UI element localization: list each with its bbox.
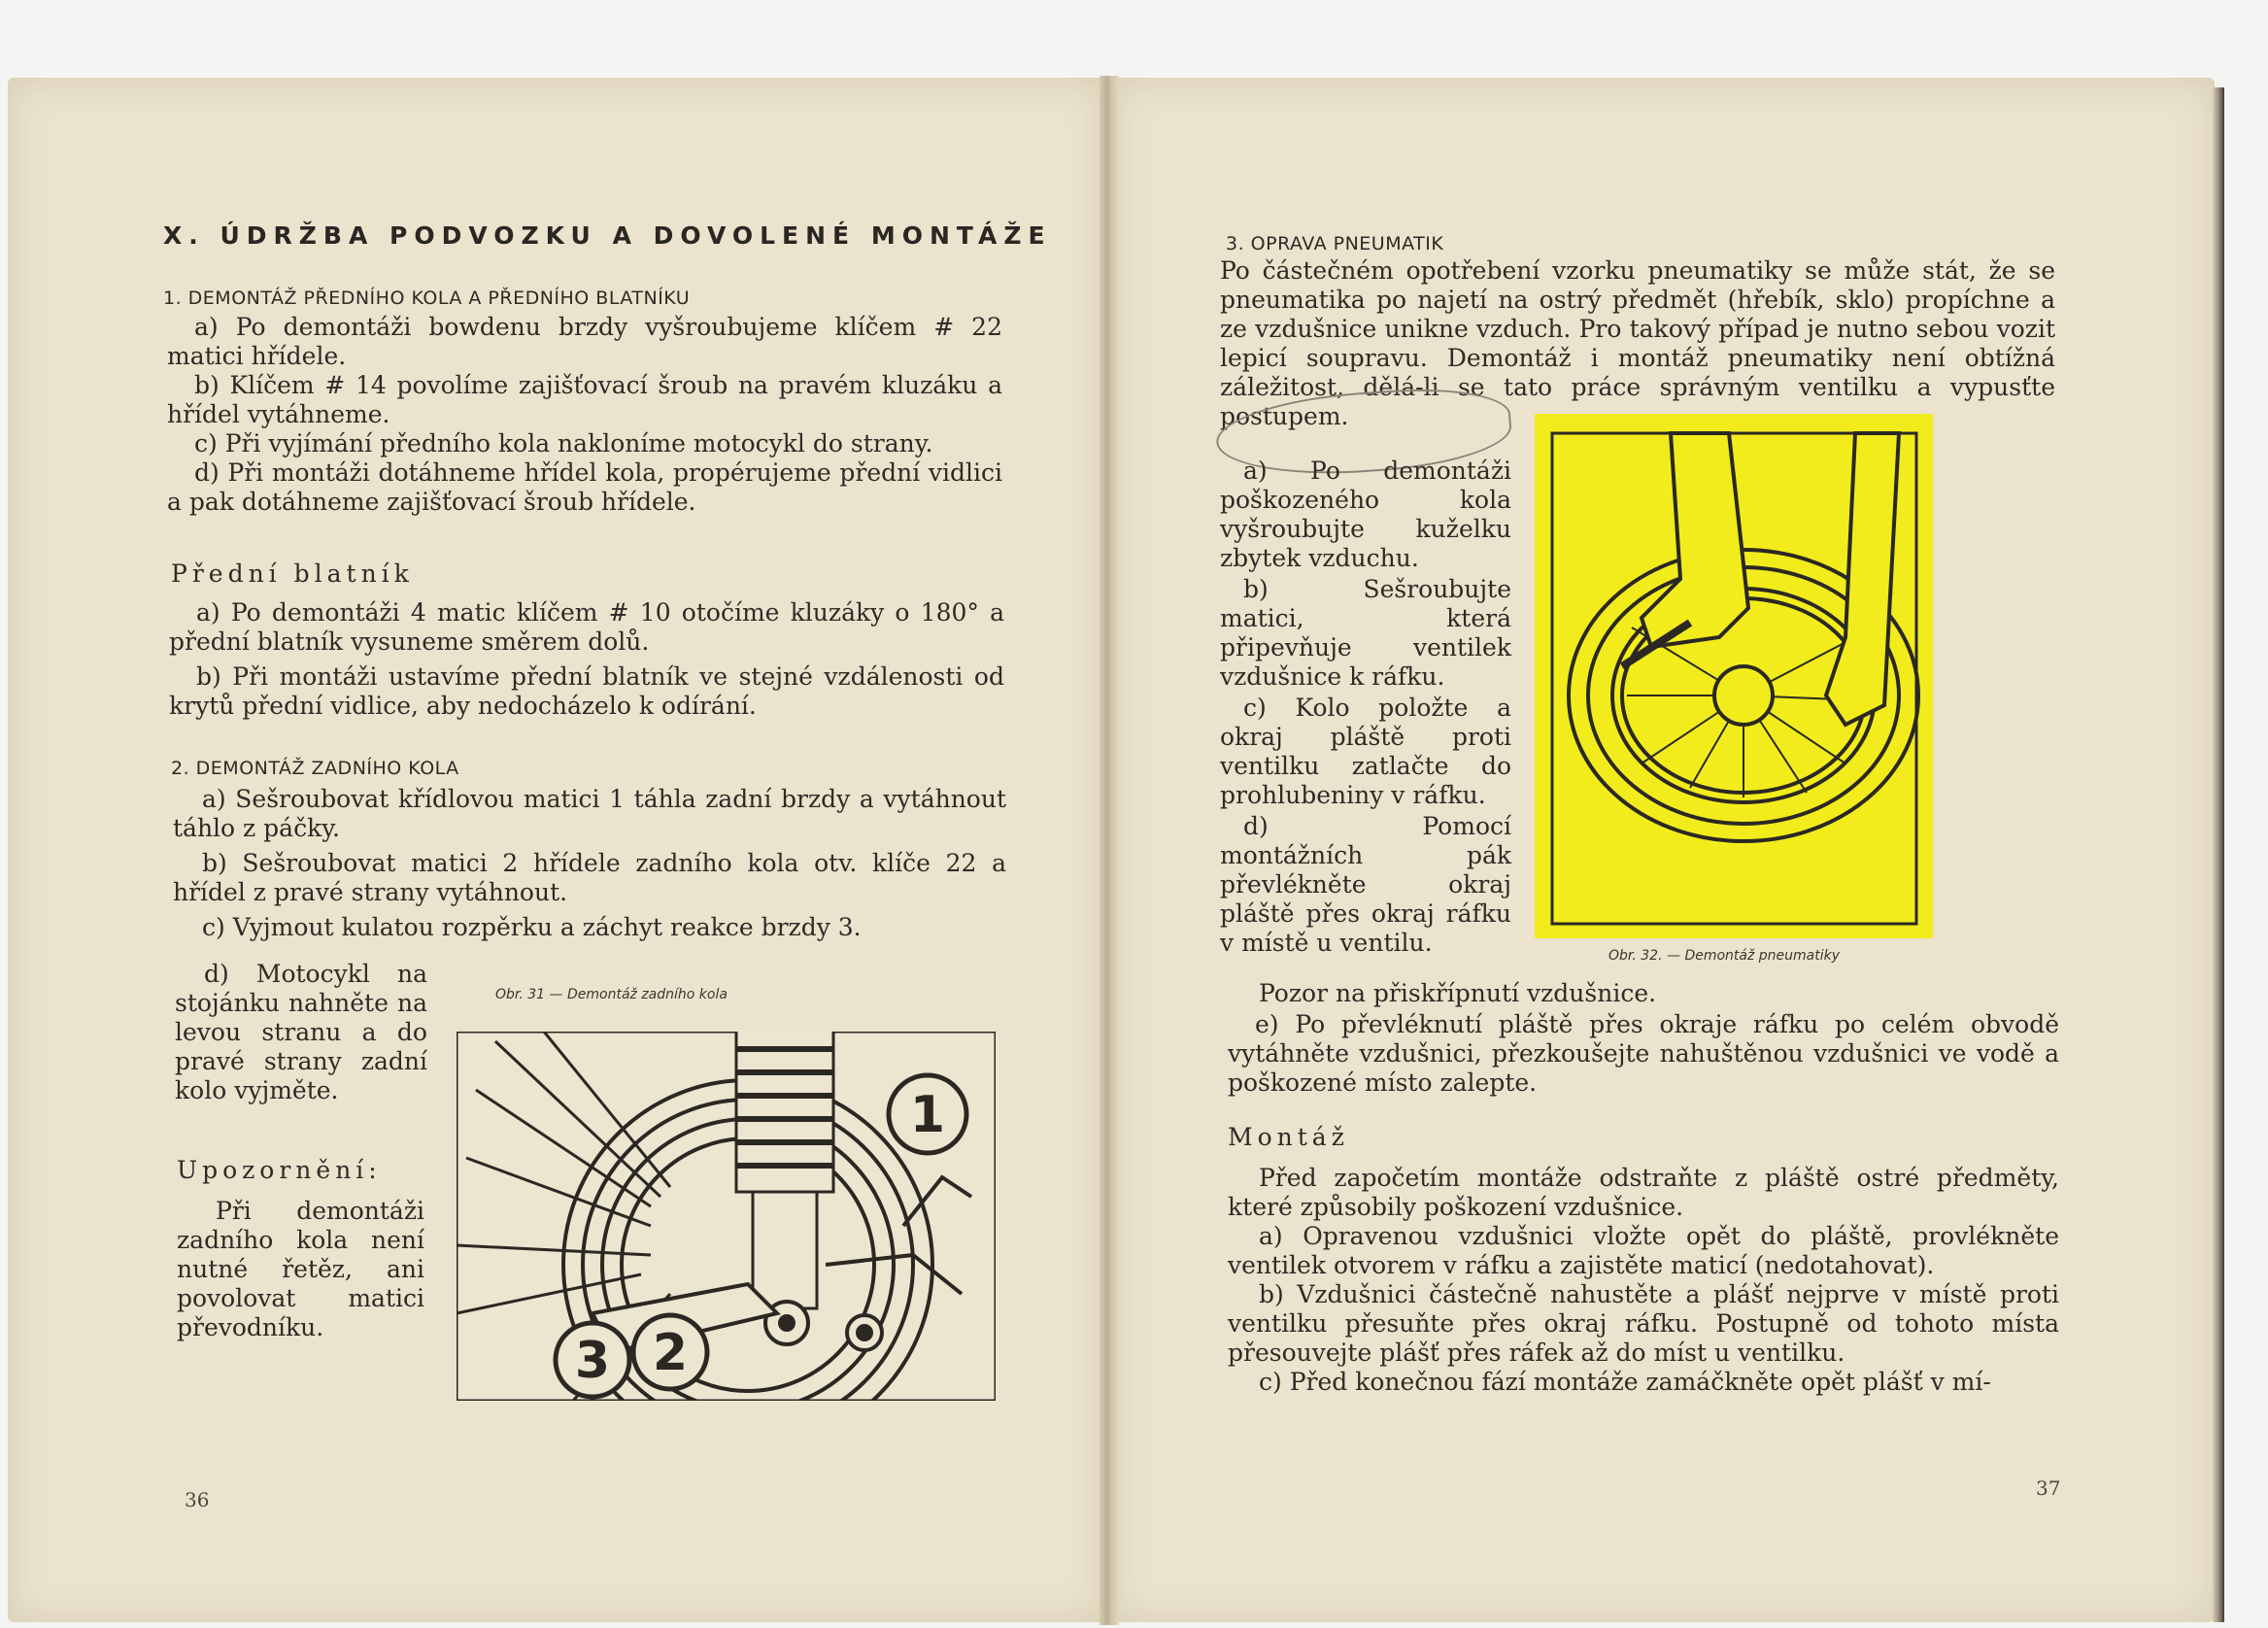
repair-tip: Pozor na přiskřípnutí vzdušnice. bbox=[1259, 979, 1657, 1007]
page-edge bbox=[2213, 87, 2224, 1622]
assembly-item-a: a) Opravenou vzdušnici vložte opět do pláště, provlékněte ventilek otvorem v ráfku a zajistěte maticí (nedotahovat). bbox=[1228, 1222, 2059, 1279]
assembly-item-c: c) Před konečnou fází montáže zamáčkněte opět plášť v mí- bbox=[1259, 1368, 1991, 1396]
section1-title: 1. DEMONTÁŽ PŘEDNÍHO KOLA A PŘEDNÍHO BLATNÍKU bbox=[163, 288, 691, 309]
svg-text:1: 1 bbox=[909, 1086, 946, 1144]
hub bbox=[1714, 666, 1773, 725]
callout-1 bbox=[889, 1075, 966, 1153]
assembly-intro: Před započetím montáže odstraňte z pláště ostré předměty, které způsobily poškození vzdušnice. bbox=[1228, 1164, 2059, 1221]
figure32-caption: Obr. 32. — Demontáž pneumatiky bbox=[1608, 948, 1841, 964]
repair-steps bbox=[1220, 457, 1511, 958]
section3-title: 3. OPRAVA PNEUMATIK bbox=[1226, 233, 1444, 254]
repair-item-d: d) Pomocí montážních pák převlékněte okraj pláště přes okraj ráfku v místě u ventilu. bbox=[1220, 812, 1511, 957]
book-gutter bbox=[1100, 76, 1119, 1625]
section2-item-b: b) Sešroubovat matici 2 hřídele zadního kola otv. klíče 22 a hřídel z pravé strany vytáhnout. bbox=[173, 849, 1006, 906]
fender-item-a: a) Po demontáži 4 matic klíčem # 10 otočíme kluzáky o 180° a přední blatník vysuneme směrem dolů. bbox=[169, 598, 1004, 656]
figure32-svg bbox=[1535, 414, 1933, 938]
repair-item-c: c) Kolo položte a okraj pláště proti ventilku zatlačte do prohlubeniny v ráfku. bbox=[1220, 694, 1511, 809]
assembly-item-b: b) Vzdušnici částečně nahustěte a plášť nejprve v místě proti ventilku přesuňte přes okraj ráfku. Postupně od tohoto místa přesouvejte plášť přes ráfek až do míst u ventilku. bbox=[1228, 1280, 2059, 1367]
warning-heading: Upozornění: bbox=[177, 1156, 382, 1184]
fender-heading: Přední blatník bbox=[171, 560, 414, 588]
section2-item-a: a) Sešroubovat křídlovou matici 1 táhla zadní brzdy a vytáhnout táhlo z páčky. bbox=[173, 785, 1006, 842]
section1-item-a: a) Po demontáži bowdenu brzdy vyšroubujeme klíčem # 22 matici hřídele. bbox=[167, 313, 1002, 370]
fender-item-b: b) Při montáži ustavíme přední blatník ve stejné vzdálenosti od krytů přední vidlice, aby nedocházelo k odírání. bbox=[169, 662, 1004, 720]
section2-item-d: d) Motocykl na stojánku nahněte na levou stranu a do pravé strany zadní kolo vyjměte. bbox=[175, 960, 427, 1104]
assembly-list bbox=[1228, 1164, 2059, 1397]
left-page-number: 36 bbox=[185, 1488, 210, 1511]
section1-item-b: b) Klíčem # 14 povolíme zajišťovací šroub na pravém kluzáku a hřídel vytáhneme. bbox=[167, 371, 1002, 428]
repair-item-b: b) Sešroubujte matici, která připevňuje ventilek vzdušnice k ráfku. bbox=[1220, 575, 1511, 691]
figure31-svg bbox=[457, 1032, 996, 1401]
figure31-caption: Obr. 31 — Demontáž zadního kola bbox=[495, 987, 728, 1002]
svg-text:2: 2 bbox=[652, 1324, 689, 1382]
warning-text: Při demontáži zadního kola není nutné řetěz, ani povolovat matici převodníku. bbox=[177, 1197, 424, 1341]
section3-intro: Po částečném opotřebení vzorku pneumatiky se může stát, že se pneumatika po najetí na ostrý předmět (hřebík, sklo) propíchne a ze vzdušnice unikne vzduch. Pro takový případ je nutno sebou vozit lepicí soupravu. Demontáž i montáž pneumatiky není obtížná záležitost, dělá-li se tato práce správným ventilku a vypusťte postupem. bbox=[1220, 256, 2055, 430]
assembly-heading: Montáž bbox=[1228, 1123, 1349, 1151]
repair-item-e: e) Po převléknutí pláště přes okraje ráfku po celém obvodě vytáhněte vzdušnici, přezkoušejte nahuštěnou vzdušnici ve vodě a poškozené místo zalepte. bbox=[1228, 1010, 2059, 1097]
callout-3 bbox=[556, 1323, 629, 1397]
section2-title: 2. DEMONTÁŽ ZADNÍHO KOLA bbox=[171, 758, 459, 779]
fender-list bbox=[169, 598, 1004, 721]
section1-item-c: c) Při vyjímání předního kola nakloníme motocykl do strany. bbox=[194, 429, 933, 458]
figure32-tire-illustration bbox=[1535, 414, 1933, 938]
figure31-rear-wheel-illustration bbox=[457, 1032, 996, 1401]
chapter-title: X. ÚDRŽBA PODVOZKU A DOVOLENÉ MONTÁŽE bbox=[163, 221, 1052, 250]
section1-list bbox=[167, 313, 1002, 517]
callout-2 bbox=[633, 1315, 707, 1389]
repair-item-a: a) Po demontáži poškozeného kola vyšroubujte kuželku zbytek vzduchu. bbox=[1220, 457, 1511, 572]
svg-text:3: 3 bbox=[574, 1332, 611, 1390]
section2-list bbox=[173, 785, 1006, 942]
section1-item-d: d) Při montáži dotáhneme hřídel kola, propérujeme přední vidlici a pak dotáhneme zajišťovací šroub hřídele. bbox=[167, 458, 1002, 516]
right-page-number: 37 bbox=[2036, 1476, 2061, 1500]
section2-item-c: c) Vyjmout kulatou rozpěrku a záchyt reakce brzdy 3. bbox=[202, 913, 862, 941]
